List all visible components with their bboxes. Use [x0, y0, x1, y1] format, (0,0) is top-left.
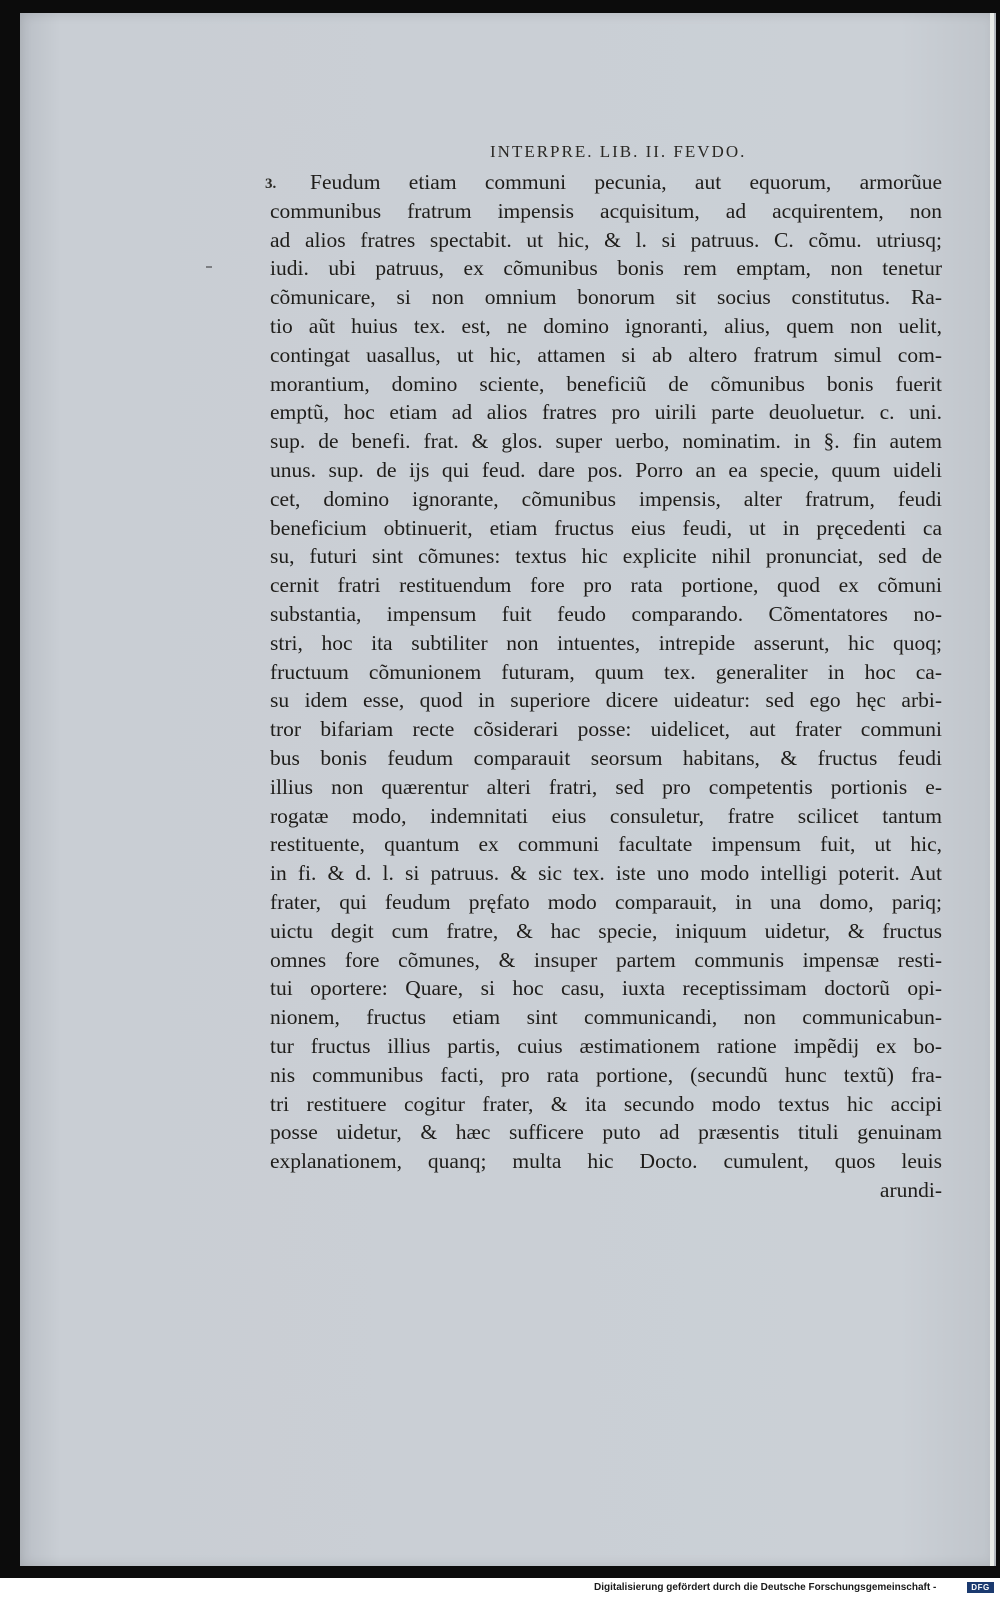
text-line: frater, qui feudum pręfato modo comparauit, in una domo, pariq;	[270, 889, 942, 914]
text-line: iudi. ubi patruus, ex cõmunibus bonis rem emptam, non tenetur	[270, 256, 942, 281]
text-line: tio aũt huius tex. est, ne domino ignoranti, alius, quem non uelit,	[270, 313, 942, 338]
text-line: substantia, impensum fuit feudo comparando. Cõmentatores no-	[270, 601, 942, 626]
text-line: fructuum cõmunionem futuram, quum tex. generaliter in hoc ca-	[270, 659, 942, 684]
running-head: INTERPRE. LIB. II. FEVDO.	[490, 142, 747, 161]
catchword: arundi-	[879, 1177, 942, 1202]
text-line: cet, domino ignorante, cõmunibus impensis, alter fratrum, feudi	[270, 486, 942, 511]
text-line: morantium, domino sciente, beneficiũ de cõmunibus bonis fuerit	[270, 371, 942, 396]
text-line: omnes fore cõmunes, & insuper partem communis impensæ resti-	[270, 947, 942, 972]
text-line: rogatæ modo, indemnitati eius consuletur, fratre scilicet tantum	[270, 803, 942, 828]
text-line: su, futuri sint cõmunes: textus hic explicite nihil pronunciat, sed de	[270, 544, 942, 569]
text-line: nis communibus facti, pro rata portione, (secundũ hunc textũ) fra-	[270, 1062, 942, 1087]
text-line: ad alios fratres spectabit. ut hic, & l. si patruus. C. cõmu. utriusq;	[270, 227, 942, 252]
text-line: tri restituere cogitur frater, & ita secundo modo textus hic accipi	[270, 1091, 942, 1116]
text-line: restituente, quantum ex communi facultate impensum fuit, ut hic,	[270, 832, 942, 857]
text-line: sup. de benefi. frat. & glos. super uerbo, nominatim. in §. fin autem	[270, 429, 942, 454]
text-line: communibus fratrum impensis acquisitum, ad acquirentem, non	[270, 198, 942, 223]
text-line: tur fructus illius partis, cuius æstimationem ratione impẽdij ex bo-	[270, 1033, 942, 1058]
text-line: illius non quærentur alteri fratri, sed pro competentis portionis e-	[270, 774, 942, 799]
text-line: tui oportere: Quare, si hoc casu, iuxta receptissimam doctorũ opi-	[270, 976, 942, 1001]
text-line: in fi. & d. l. si patruus. & sic tex. iste uno modo intelligi poterit. Aut	[270, 861, 942, 886]
text-line: cõmunicare, si non omnium bonorum sit socius constitutus. Ra-	[270, 285, 942, 310]
body-text	[270, 168, 942, 1205]
section-number: 3.	[265, 176, 277, 192]
text-line: posse uidetur, & hæc sufficere puto ad præsentis tituli genuinam	[270, 1120, 942, 1145]
text-line: nionem, fructus etiam sint communicandi, non communicabun-	[270, 1005, 942, 1030]
digitization-credit: Digitalisierung gefördert durch die Deutsche Forschungsgemeinschaft -	[594, 1582, 937, 1593]
page-edge	[990, 13, 994, 1566]
text-line: su idem esse, quod in superiore dicere uideatur: sed ego hęc arbi-	[270, 688, 942, 713]
text-line: explanationem, quanq; multa hic Docto. cumulent, quos leuis	[270, 1149, 942, 1174]
text-line: beneficium obtinuerit, etiam fructus eius feudi, ut in pręcedenti ca	[270, 515, 942, 540]
dfg-logo: DFG	[967, 1582, 994, 1593]
text-line: cernit fratri restituendum fore pro rata portione, quod ex cõmuni	[270, 573, 942, 598]
text-line: bus bonis feudum comparauit seorsum habitans, & fructus feudi	[270, 745, 942, 770]
text-line: contingat uasallus, ut hic, attamen si ab altero fratrum simul com-	[270, 342, 942, 367]
text-line: tror bifariam recte cõsiderari posse: uidelicet, aut frater communi	[270, 717, 942, 742]
margin-mark	[206, 266, 212, 268]
text-line: emptũ, hoc etiam ad alios fratres pro uirili parte deuoluetur. c. uni.	[270, 400, 942, 425]
text-line: unus. sup. de ijs qui feud. dare pos. Porro an ea specie, quum uideli	[270, 457, 942, 482]
text-line: uictu degit cum fratre, & hac specie, iniquum uidetur, & fructus	[270, 918, 942, 943]
text-line: Feudum etiam communi pecunia, aut equorum, armorũue	[310, 170, 942, 194]
text-line: stri, hoc ita subtiliter non intuentes, intrepide asserunt, hic quoq;	[270, 630, 942, 655]
